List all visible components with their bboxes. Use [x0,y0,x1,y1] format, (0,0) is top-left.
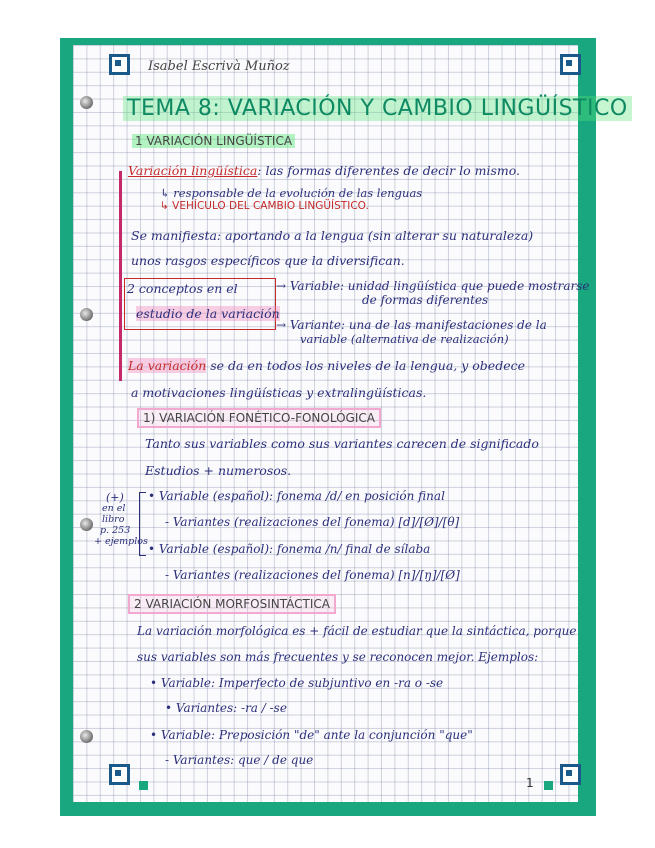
margin-note-line: p. 253 [100,525,131,536]
binder-hole [80,518,93,531]
author-name: Isabel Escrivà Muñoz [148,59,290,74]
bracket [139,492,146,556]
variante-definition: variable (alternativa de realización) [300,332,509,346]
page-title: TEMA 8: VARIACIÓN Y CAMBIO LINGÜÍSTICO [123,96,632,121]
margin-note-line: (+) [106,491,124,504]
definition-text: : las formas diferentes de decir lo mismo. [257,163,521,178]
text-line: Se manifiesta: aportando a la lengua (sin alterar su naturaleza) [131,228,534,243]
corner-marker-icon [109,54,130,75]
text-line: a motivaciones lingüísticas y extralingüísticas. [131,385,427,400]
text-line: Tanto sus variables como sus variantes carecen de significado [145,436,539,451]
arrow-item: ↳ responsable de la evolución de las lenguas [160,186,423,200]
example-line: - Variantes (realizaciones del fonema) [n]/[ŋ]/[Ø] [165,568,460,582]
binder-hole [80,96,93,109]
margin-note-line: + ejemplos [94,536,148,547]
levels-text: se da en todos los niveles de la lengua, y obedece [210,358,525,373]
margin-note-line: en el [102,503,126,514]
corner-marker-icon [560,764,581,785]
example-line: • Variantes: -ra / -se [165,701,287,715]
green-square-icon [139,781,148,790]
example-line: • Variable (español): fonema /d/ en posición final [148,489,445,503]
text-line: La variación morfológica es + fácil de estudiar que la sintáctica, porque [137,624,577,638]
variable-definition: de formas diferentes [362,293,489,307]
section-heading: 1 VARIACIÓN LINGÜÍSTICA [132,134,295,148]
concepts-label-highlight: estudio de la variación [136,306,280,321]
example-line: - Variantes (realizaciones del fonema) [d]/[Ø]/[θ] [165,515,460,529]
binder-hole [80,730,93,743]
subsection-heading: 1) VARIACIÓN FONÉTICO-FONOLÓGICA [137,408,381,428]
definition-term: Variación lingüística [128,163,258,178]
variable-definition: → Variable: unidad lingüística que puede mostrarse [276,279,590,293]
example-line: • Variable: Preposición "de" ante la conjunción "que" [150,728,473,742]
text-line [128,358,525,373]
margin-bracket [119,171,122,381]
green-square-icon [544,781,553,790]
levels-term: La variación [128,358,207,373]
margin-note-line: libro [102,514,125,525]
concepts-label [136,306,280,321]
example-line: • Variable (español): fonema /n/ final de sílaba [148,542,431,556]
binder-hole [80,308,93,321]
example-line: • Variable: Imperfecto de subjuntivo en -ra o -se [150,676,444,690]
subsection-heading: 2 VARIACIÓN MORFOSINTÁCTICA [128,594,336,614]
corner-marker-icon [560,54,581,75]
example-line: - Variantes: que / de que [165,753,314,767]
definition-line [128,163,520,178]
concepts-label: 2 conceptos en el [127,281,238,296]
page-number: 1 [526,776,534,790]
text-line: Estudios + numerosos. [145,463,292,478]
variante-definition: → Variante: una de las manifestaciones de la [276,318,547,332]
corner-marker-icon [109,764,130,785]
arrow-item: ↳ VEHÍCULO DEL CAMBIO LINGÜÍSTICO. [160,200,369,212]
text-line: sus variables son más frecuentes y se reconocen mejor. Ejemplos: [137,650,539,664]
text-line: unos rasgos específicos que la diversifican. [131,253,405,268]
